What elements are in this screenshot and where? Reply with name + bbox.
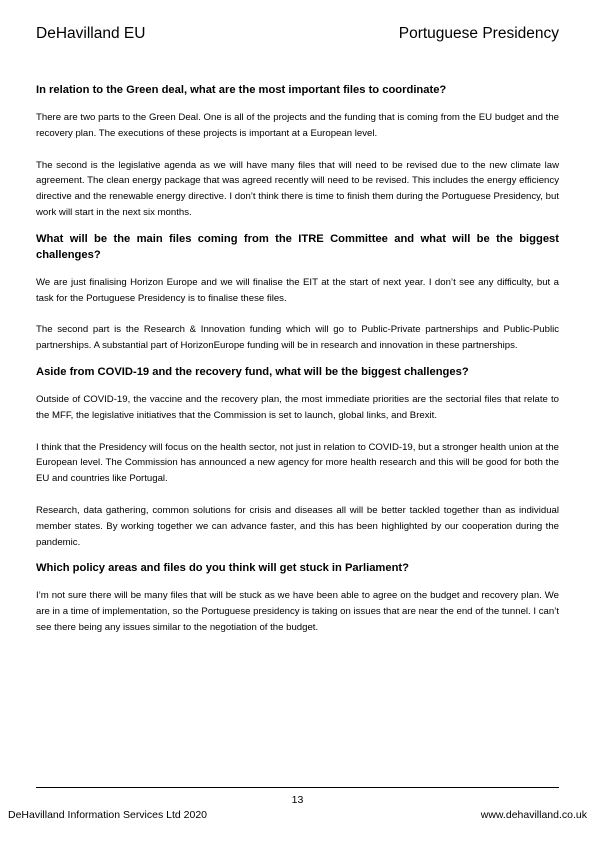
answer-paragraph: The second part is the Research & Innovation funding which will go to Public-Private partnerships and Public-Public partnerships. A substantial part of HorizonEurope funding will be in research and innovation in these partnerships. (36, 324, 559, 352)
page-header (36, 24, 559, 44)
qa-section (36, 560, 559, 635)
footer-divider (36, 787, 559, 788)
page-number: 13 (291, 794, 304, 806)
question-heading: Which policy areas and files do you think will get stuck in Parliament? (36, 562, 409, 575)
answer-paragraph: I think that the Presidency will focus on the health sector, not just in relation to COVID-19, but a stronger health union at the European level. The Commission has announced a new agency for more health research and this will be good for both the EU and countries like Portugal. (36, 441, 559, 485)
answer-paragraph: Research, data gathering, common solutions for crisis and diseases all will be better tackled together than as individual member states. By working together we can advance faster, and this has been highlighted by our cooperation during the pandemic. (36, 504, 559, 548)
page-body (36, 82, 559, 652)
qa-section (36, 231, 559, 354)
footer-website-link[interactable]: www.dehavilland.co.uk (480, 809, 587, 821)
footer-copyright: DeHavilland Information Services Ltd 2020 (8, 809, 208, 821)
answer-paragraph: There are two parts to the Green Deal. One is all of the projects and the funding that is coming from the EU budget and the recovery plan. The executions of these projects is important at a European level. (36, 112, 559, 139)
question-heading: In relation to the Green deal, what are the most important files to coordinate? (36, 84, 447, 96)
answer-paragraph: Outside of COVID-19, the vaccine and the recovery plan, the most immediate priorities are the sectorial files that relate to the MFF, the legislative initiatives that the Commission is set to launch, global links, and Brexit. (36, 393, 559, 421)
question-heading: Aside from COVID-19 and the recovery fund, what will be the biggest challenges? (36, 365, 469, 378)
qa-section (36, 364, 559, 550)
answer-paragraph: We are just finalising Horizon Europe and we will finalise the EIT at the start of next year. I don’t see any difficulty, but a task for the Portuguese Presidency is to finalise these files. (36, 276, 559, 304)
qa-section (36, 82, 559, 221)
header-brand: DeHavilland EU (36, 25, 146, 42)
question-heading: What will be the main files coming from the ITRE Committee and what will be the biggest challenges? (36, 232, 559, 261)
header-section-title: Portuguese Presidency (398, 25, 559, 42)
answer-paragraph: I’m not sure there will be many files that will be stuck as we have been able to agree on the budget and recovery plan. We are in a time of implementation, so the Portuguese presidency is taking on issues that are near the end of the tunnel. I can’t see there being any issues similar to the negotiation of the budget. (36, 590, 559, 633)
answer-paragraph: The second is the legislative agenda as we will have many files that will need to be revised due to the new climate law agreement. The clean energy package that was agreed recently will need to be revised. This includes the energy efficiency directive and the renewable energy directive. I don’t think there is time to finish them during the Portuguese Presidency, but work will start in the next six months. (36, 159, 559, 218)
